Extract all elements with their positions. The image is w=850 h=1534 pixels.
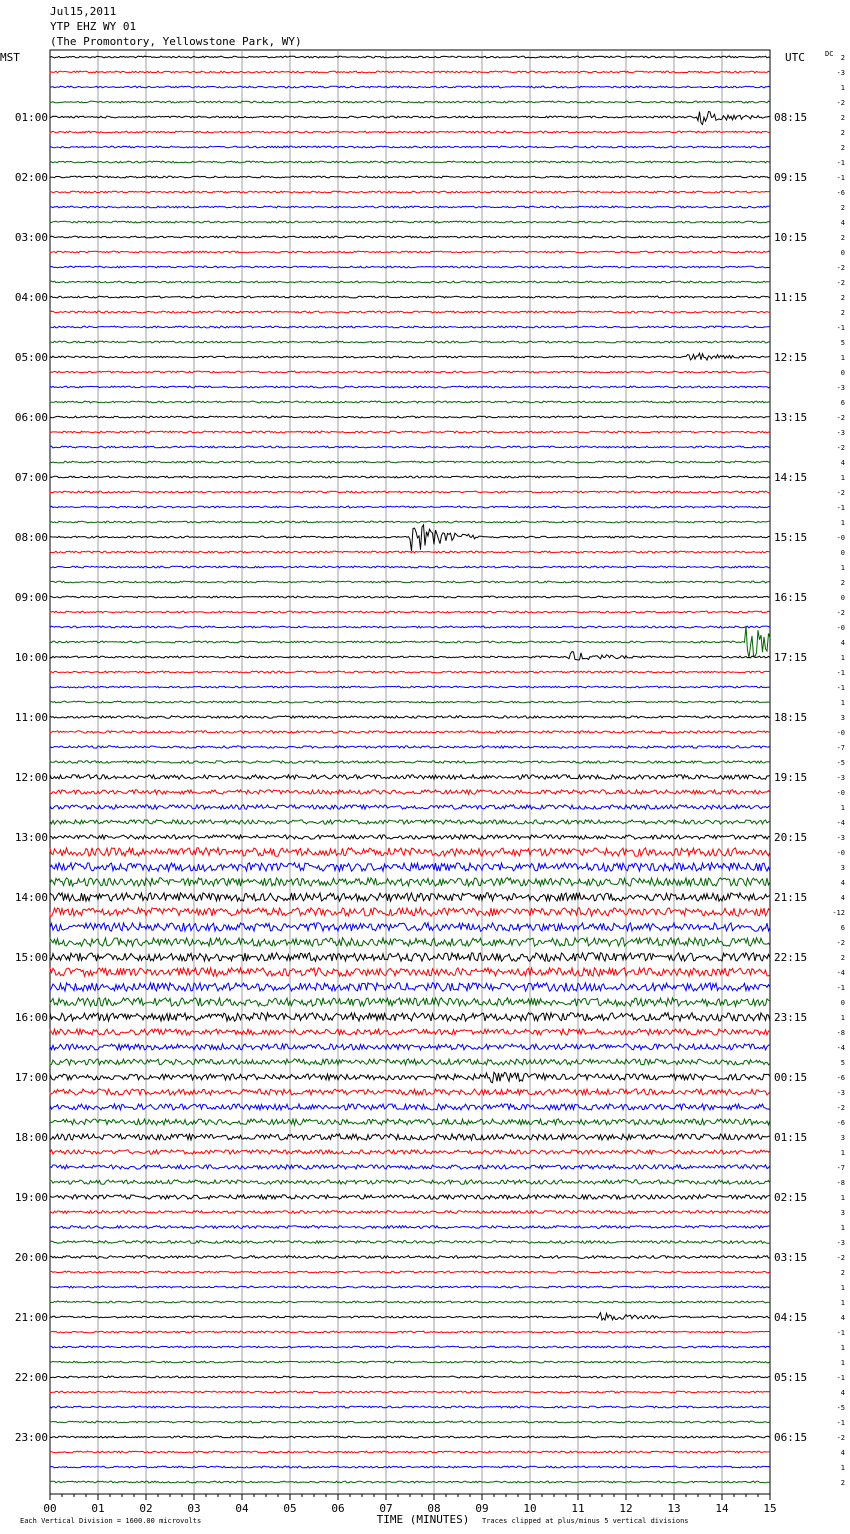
- seismic-trace: [50, 1406, 770, 1408]
- dc-offset-label: 2: [840, 294, 845, 302]
- seismic-trace: [50, 353, 770, 360]
- mst-hour-label: 16:00: [14, 1011, 48, 1024]
- seismic-trace: [50, 401, 770, 403]
- dc-offset-label: -0: [836, 729, 845, 737]
- seismic-trace: [50, 1346, 770, 1348]
- dc-offset-label: 2: [840, 1479, 845, 1487]
- dc-offset-label: -1: [836, 984, 845, 992]
- dc-offset-label: -0: [836, 849, 845, 857]
- mst-hour-label: 18:00: [14, 1131, 48, 1144]
- dc-offset-label: -1: [836, 1374, 845, 1382]
- mst-axis-label: MST: [0, 51, 20, 64]
- mst-hour-label: 20:00: [14, 1251, 48, 1264]
- mst-hour-label: 13:00: [14, 831, 48, 844]
- seismic-trace: [50, 281, 770, 283]
- seismic-trace: [50, 1301, 770, 1303]
- seismic-trace: [50, 221, 770, 223]
- mst-hour-label: 21:00: [14, 1311, 48, 1324]
- utc-hour-label: 05:15: [774, 1371, 808, 1384]
- seismic-trace: [50, 953, 770, 961]
- utc-hour-label: 19:15: [774, 771, 808, 784]
- utc-hour-label: 20:15: [774, 831, 808, 844]
- seismic-trace: [50, 1451, 770, 1453]
- dc-offset-label: 4: [840, 1449, 845, 1457]
- dc-offset-label: 4: [840, 1389, 845, 1397]
- seismic-trace: [50, 746, 770, 748]
- seismic-trace: [50, 56, 770, 58]
- dc-offset-label: -3: [836, 774, 845, 782]
- dc-offset-label: 2: [840, 234, 845, 242]
- dc-offset-label: 2: [840, 1269, 845, 1277]
- seismic-trace: [50, 908, 770, 916]
- seismic-trace: [50, 731, 770, 733]
- dc-offset-label: -3: [836, 1239, 845, 1247]
- utc-hour-label: 21:15: [774, 891, 808, 904]
- seismic-trace: [50, 611, 770, 613]
- x-tick-label: 10: [523, 1502, 537, 1515]
- seismic-trace: [50, 161, 770, 163]
- utc-hour-label: 22:15: [774, 951, 808, 964]
- seismic-trace: [50, 371, 770, 373]
- seismic-trace: [50, 863, 770, 871]
- mst-hour-label: 03:00: [14, 231, 48, 244]
- dc-offset-label: -8: [836, 1179, 845, 1187]
- dc-offset-label: 1: [840, 84, 845, 92]
- x-tick-label: 08: [427, 1502, 441, 1515]
- utc-hour-label: 01:15: [774, 1131, 808, 1144]
- dc-offset-label: -6: [836, 1119, 845, 1127]
- dc-offset-label: 2: [840, 309, 845, 317]
- seismic-trace: [50, 311, 770, 313]
- utc-hour-label: 09:15: [774, 171, 808, 184]
- seismic-trace: [50, 1271, 770, 1273]
- dc-offset-label: 2: [840, 144, 845, 152]
- mst-hour-label: 04:00: [14, 291, 48, 304]
- dc-offset-label: -2: [836, 444, 845, 452]
- utc-hour-label: 14:15: [774, 471, 808, 484]
- mst-hour-label: 05:00: [14, 351, 48, 364]
- seismic-trace: [50, 521, 770, 523]
- seismic-trace: [50, 626, 770, 628]
- seismic-trace: [50, 1256, 770, 1259]
- seismic-trace: [50, 416, 770, 418]
- dc-offset-label: 1: [840, 354, 845, 362]
- seismic-trace: [50, 686, 770, 688]
- seismic-trace: [50, 146, 770, 148]
- seismic-trace: [50, 878, 770, 886]
- seismic-trace: [50, 1226, 770, 1229]
- dc-offset-label: 4: [840, 879, 845, 887]
- seismic-trace: [50, 86, 770, 88]
- seismic-trace: [50, 566, 770, 568]
- dc-offset-label: -2: [836, 264, 845, 272]
- seismic-trace: [50, 1029, 770, 1035]
- seismic-trace: [50, 1361, 770, 1363]
- seismic-trace: [50, 551, 770, 553]
- seismic-trace: [50, 431, 770, 433]
- dc-offset-label: 1: [840, 1464, 845, 1472]
- seismic-trace: [50, 1165, 770, 1169]
- dc-column-label: DC: [825, 50, 834, 58]
- dc-offset-label: 3: [840, 864, 845, 872]
- utc-hour-label: 12:15: [774, 351, 808, 364]
- seismic-trace: [50, 71, 770, 73]
- station-location: (The Promontory, Yellowstone Park, WY): [50, 35, 302, 48]
- seismic-trace: [50, 326, 770, 328]
- dc-offset-label: 2: [840, 579, 845, 587]
- seismic-trace: [50, 923, 770, 931]
- seismic-trace: [50, 998, 770, 1006]
- dc-offset-label: -7: [836, 744, 845, 752]
- dc-offset-label: 0: [840, 999, 845, 1007]
- x-tick-label: 11: [571, 1502, 585, 1515]
- clipping-note: Traces clipped at plus/minus 5 vertical divisions: [482, 1517, 689, 1525]
- seismic-trace: [50, 386, 770, 388]
- dc-offset-label: -0: [836, 534, 845, 542]
- x-tick-label: 15: [763, 1502, 777, 1515]
- seismic-trace: [50, 581, 770, 583]
- seismic-trace: [50, 476, 770, 478]
- seismic-trace: [50, 296, 770, 298]
- seismic-trace: [50, 236, 770, 238]
- seismic-trace: [50, 848, 770, 856]
- dc-offset-label: 1: [840, 1014, 845, 1022]
- mst-hour-label: 19:00: [14, 1191, 48, 1204]
- seismic-trace: [50, 446, 770, 448]
- mst-hour-label: 06:00: [14, 411, 48, 424]
- dc-offset-label: 1: [840, 1344, 845, 1352]
- dc-offset-label: -2: [836, 414, 845, 422]
- utc-hour-label: 13:15: [774, 411, 808, 424]
- station-code: YTP EHZ WY 01: [50, 20, 137, 33]
- seismic-trace: [50, 1089, 770, 1095]
- dc-offset-label: -2: [836, 489, 845, 497]
- seismic-trace: [50, 652, 770, 660]
- utc-hour-label: 08:15: [774, 111, 808, 124]
- dc-offset-label: 1: [840, 654, 845, 662]
- dc-offset-label: -6: [836, 1074, 845, 1082]
- dc-offset-label: -1: [836, 174, 845, 182]
- seismic-trace: [50, 131, 770, 133]
- seismic-trace: [50, 1436, 770, 1438]
- seismic-trace: [50, 1421, 770, 1423]
- x-tick-label: 06: [331, 1502, 345, 1515]
- dc-offset-label: 1: [840, 1359, 845, 1367]
- mst-hour-label: 08:00: [14, 531, 48, 544]
- mst-hour-label: 15:00: [14, 951, 48, 964]
- utc-hour-label: 18:15: [774, 711, 808, 724]
- dc-offset-label: -6: [836, 189, 845, 197]
- dc-offset-label: -1: [836, 684, 845, 692]
- x-tick-label: 00: [43, 1502, 57, 1515]
- seismic-trace: [50, 101, 770, 103]
- dc-offset-label: 2: [840, 54, 845, 62]
- mst-hour-label: 02:00: [14, 171, 48, 184]
- dc-offset-label: 1: [840, 699, 845, 707]
- x-tick-label: 02: [139, 1502, 153, 1515]
- dc-offset-label: 2: [840, 954, 845, 962]
- dc-offset-label: 4: [840, 894, 845, 902]
- mst-hour-label: 10:00: [14, 651, 48, 664]
- dc-offset-label: -2: [836, 1104, 845, 1112]
- x-tick-label: 13: [667, 1502, 681, 1515]
- dc-offset-label: -2: [836, 1254, 845, 1262]
- dc-offset-label: -1: [836, 1329, 845, 1337]
- mst-hour-label: 14:00: [14, 891, 48, 904]
- seismic-trace: [50, 820, 770, 824]
- seismic-trace: [50, 1376, 770, 1378]
- seismic-trace: [50, 525, 770, 551]
- seismic-trace: [50, 671, 770, 673]
- seismic-trace: [50, 1044, 770, 1050]
- mst-hour-label: 07:00: [14, 471, 48, 484]
- seismic-trace: [50, 701, 770, 703]
- mst-hour-label: 11:00: [14, 711, 48, 724]
- dc-offset-label: -1: [836, 1419, 845, 1427]
- x-tick-label: 04: [235, 1502, 249, 1515]
- utc-hour-label: 15:15: [774, 531, 808, 544]
- dc-offset-label: 5: [840, 1059, 845, 1067]
- x-tick-label: 07: [379, 1502, 393, 1515]
- dc-offset-label: 1: [840, 804, 845, 812]
- dc-offset-label: -2: [836, 609, 845, 617]
- seismic-trace: [50, 1134, 770, 1140]
- dc-offset-label: -7: [836, 1164, 845, 1172]
- seismic-trace: [50, 1286, 770, 1288]
- seismic-trace: [50, 968, 770, 976]
- mst-hour-label: 17:00: [14, 1071, 48, 1084]
- dc-offset-label: -3: [836, 384, 845, 392]
- utc-hour-label: 03:15: [774, 1251, 808, 1264]
- dc-offset-label: -4: [836, 1044, 845, 1052]
- dc-offset-label: -1: [836, 159, 845, 167]
- dc-offset-label: 6: [840, 924, 845, 932]
- dc-offset-label: -1: [836, 504, 845, 512]
- seismic-trace: [50, 1313, 770, 1320]
- dc-offset-label: -3: [836, 69, 845, 77]
- seismic-trace: [50, 266, 770, 268]
- dc-offset-label: 0: [840, 369, 845, 377]
- seismic-trace: [50, 1104, 770, 1110]
- seismic-trace: [50, 775, 770, 779]
- seismic-trace: [50, 1072, 770, 1082]
- x-tick-label: 03: [187, 1502, 201, 1515]
- dc-offset-label: -4: [836, 819, 845, 827]
- dc-offset-label: -4: [836, 969, 845, 977]
- x-tick-label: 01: [91, 1502, 105, 1515]
- seismic-trace: [50, 506, 770, 508]
- seismic-trace: [50, 983, 770, 991]
- seismic-trace: [50, 176, 770, 178]
- dc-offset-label: -5: [836, 759, 845, 767]
- mst-hour-label: 09:00: [14, 591, 48, 604]
- utc-hour-label: 02:15: [774, 1191, 808, 1204]
- dc-offset-label: -12: [832, 909, 845, 917]
- dc-offset-label: -8: [836, 1029, 845, 1037]
- dc-offset-label: 2: [840, 204, 845, 212]
- dc-offset-label: 4: [840, 219, 845, 227]
- dc-offset-label: 1: [840, 519, 845, 527]
- seismic-trace: [50, 1481, 770, 1483]
- seismic-trace: [50, 1150, 770, 1154]
- utc-hour-label: 04:15: [774, 1311, 808, 1324]
- dc-offset-label: -1: [836, 324, 845, 332]
- seismic-trace: [50, 761, 770, 763]
- seismic-trace: [50, 1211, 770, 1214]
- seismic-trace: [50, 1059, 770, 1065]
- dc-offset-label: 4: [840, 459, 845, 467]
- seismic-trace: [50, 716, 770, 718]
- dc-offset-label: 1: [840, 1194, 845, 1202]
- seismic-trace: [50, 596, 770, 598]
- seismic-trace: [50, 1013, 770, 1021]
- dc-offset-label: 1: [840, 564, 845, 572]
- seismic-trace: [50, 341, 770, 343]
- seismic-trace: [50, 805, 770, 809]
- utc-hour-label: 11:15: [774, 291, 808, 304]
- utc-hour-label: 16:15: [774, 591, 808, 604]
- dc-offset-label: -0: [836, 789, 845, 797]
- dc-offset-label: -3: [836, 429, 845, 437]
- utc-hour-label: 23:15: [774, 1011, 808, 1024]
- dc-offset-label: -2: [836, 279, 845, 287]
- dc-offset-label: 1: [840, 1224, 845, 1232]
- utc-axis-label: UTC: [785, 51, 805, 64]
- x-tick-label: 09: [475, 1502, 489, 1515]
- seismic-trace: [50, 835, 770, 839]
- dc-offset-label: 5: [840, 339, 845, 347]
- vertical-division-note: Each Vertical Division = 1600.00 microvolts: [20, 1517, 202, 1525]
- dc-offset-label: 4: [840, 1314, 845, 1322]
- dc-offset-label: 3: [840, 1134, 845, 1142]
- dc-offset-label: -1: [836, 669, 845, 677]
- dc-offset-label: -2: [836, 99, 845, 107]
- seismic-trace: [50, 206, 770, 208]
- dc-offset-label: -2: [836, 939, 845, 947]
- seismic-trace: [50, 938, 770, 946]
- dc-offset-label: 6: [840, 399, 845, 407]
- seismic-trace: [50, 1195, 770, 1199]
- dc-offset-label: 1: [840, 1299, 845, 1307]
- mst-hour-label: 12:00: [14, 771, 48, 784]
- x-tick-label: 05: [283, 1502, 297, 1515]
- seismic-trace: [50, 893, 770, 901]
- seismic-trace: [50, 461, 770, 463]
- seismic-trace: [50, 1241, 770, 1244]
- seismic-trace: [50, 491, 770, 493]
- utc-hour-label: 00:15: [774, 1071, 808, 1084]
- dc-offset-label: 1: [840, 1149, 845, 1157]
- seismic-trace: [50, 1119, 770, 1125]
- dc-offset-label: -5: [836, 1404, 845, 1412]
- seismic-trace: [50, 1466, 770, 1468]
- dc-offset-label: 3: [840, 714, 845, 722]
- seismic-trace: [50, 1180, 770, 1184]
- utc-hour-label: 10:15: [774, 231, 808, 244]
- chart-date: Jul15,2011: [50, 5, 117, 18]
- dc-offset-label: 1: [840, 1284, 845, 1292]
- seismic-trace: [50, 1331, 770, 1333]
- x-tick-label: 12: [619, 1502, 633, 1515]
- seismic-trace: [50, 112, 770, 125]
- dc-offset-label: 3: [840, 1209, 845, 1217]
- dc-offset-label: 2: [840, 129, 845, 137]
- utc-hour-label: 17:15: [774, 651, 808, 664]
- seismic-trace: [50, 251, 770, 253]
- dc-offset-label: 0: [840, 549, 845, 557]
- mst-hour-label: 22:00: [14, 1371, 48, 1384]
- dc-offset-label: 0: [840, 249, 845, 257]
- utc-hour-label: 06:15: [774, 1431, 808, 1444]
- dc-offset-label: -3: [836, 834, 845, 842]
- dc-offset-label: 4: [840, 639, 845, 647]
- seismic-trace: [50, 191, 770, 193]
- mst-hour-label: 01:00: [14, 111, 48, 124]
- mst-hour-label: 23:00: [14, 1431, 48, 1444]
- dc-offset-label: 1: [840, 474, 845, 482]
- x-tick-label: 14: [715, 1502, 729, 1515]
- dc-offset-label: 2: [840, 114, 845, 122]
- seismic-trace: [50, 790, 770, 794]
- seismic-trace: [50, 626, 770, 658]
- dc-offset-label: 0: [840, 594, 845, 602]
- x-axis-title: TIME (MINUTES): [376, 1513, 470, 1526]
- seismic-trace: [50, 1391, 770, 1393]
- dc-offset-label: -2: [836, 1434, 845, 1442]
- dc-offset-label: -0: [836, 624, 845, 632]
- dc-offset-label: -3: [836, 1089, 845, 1097]
